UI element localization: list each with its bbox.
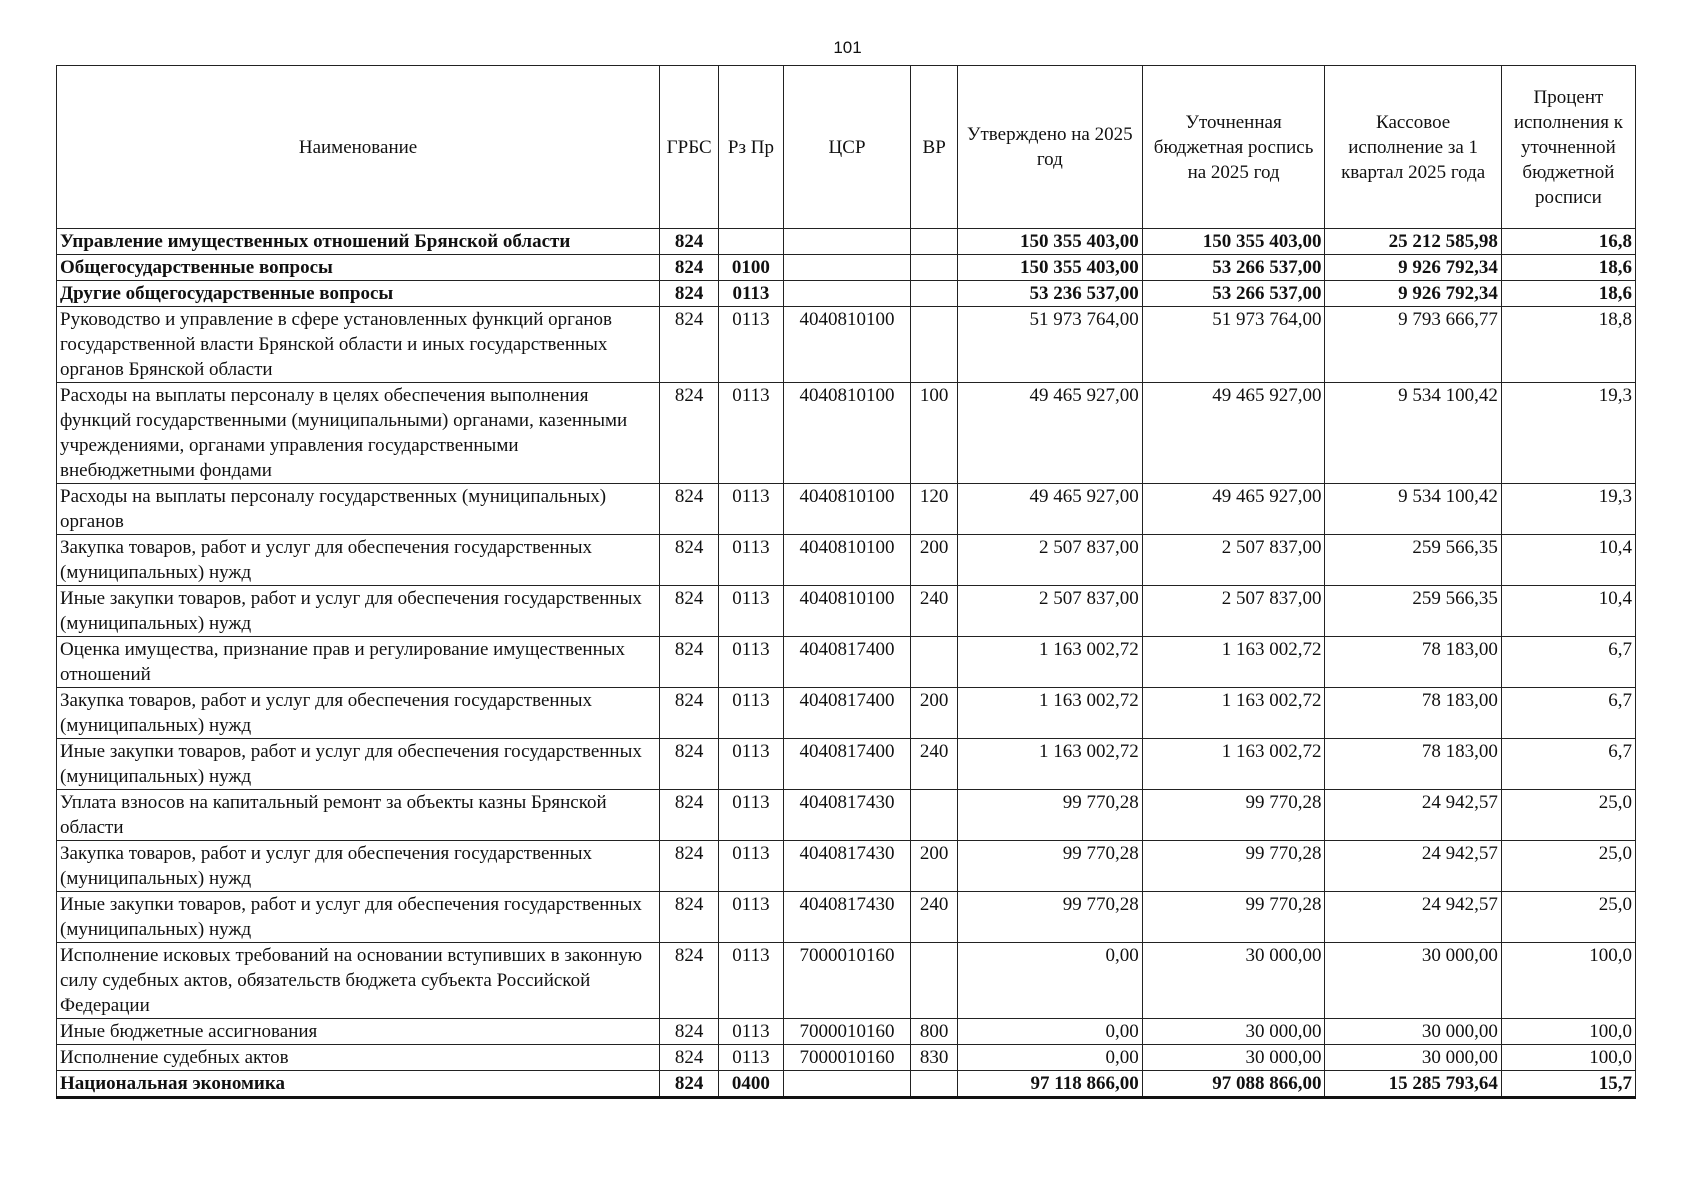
cell-csr: 4040817400 <box>783 688 911 739</box>
table-row <box>57 229 1636 255</box>
header-name: Наименование <box>57 66 660 229</box>
cell-grbs: 824 <box>660 307 719 383</box>
cell-cash: 9 793 666,77 <box>1325 307 1501 383</box>
cell-name: Национальная экономика <box>57 1071 660 1098</box>
cell-name: Руководство и управление в сфере установленных функций органов государственной власти Брянской области и иных государственных органов Брянской области <box>57 307 660 383</box>
table-row <box>57 688 1636 739</box>
header-vr: ВР <box>911 66 957 229</box>
cell-cash: 9 534 100,42 <box>1325 383 1501 484</box>
table-row <box>57 943 1636 1019</box>
header-grbs: ГРБС <box>660 66 719 229</box>
table-body <box>57 229 1636 1098</box>
cell-refined: 53 266 537,00 <box>1142 281 1325 307</box>
cell-approved: 1 163 002,72 <box>957 688 1142 739</box>
cell-name: Закупка товаров, работ и услуг для обеспечения государственных (муниципальных) нужд <box>57 841 660 892</box>
cell-percent: 6,7 <box>1501 739 1635 790</box>
cell-rzpr: 0113 <box>719 688 783 739</box>
cell-vr <box>911 229 957 255</box>
cell-vr: 240 <box>911 739 957 790</box>
cell-name: Исполнение судебных актов <box>57 1045 660 1071</box>
cell-csr: 4040817430 <box>783 841 911 892</box>
cell-cash: 78 183,00 <box>1325 739 1501 790</box>
cell-rzpr: 0100 <box>719 255 783 281</box>
cell-name: Закупка товаров, работ и услуг для обеспечения государственных (муниципальных) нужд <box>57 688 660 739</box>
cell-vr <box>911 1071 957 1098</box>
cell-refined: 99 770,28 <box>1142 841 1325 892</box>
page-number: 101 <box>833 38 862 57</box>
cell-cash: 24 942,57 <box>1325 790 1501 841</box>
cell-vr <box>911 281 957 307</box>
cell-grbs: 824 <box>660 841 719 892</box>
cell-refined: 150 355 403,00 <box>1142 229 1325 255</box>
cell-cash: 30 000,00 <box>1325 1045 1501 1071</box>
cell-name: Управление имущественных отношений Брянской области <box>57 229 660 255</box>
cell-vr: 830 <box>911 1045 957 1071</box>
cell-approved: 2 507 837,00 <box>957 586 1142 637</box>
header-approved: Утверждено на 2025 год <box>957 66 1142 229</box>
cell-csr: 4040817430 <box>783 892 911 943</box>
cell-rzpr: 0113 <box>719 892 783 943</box>
cell-vr: 200 <box>911 841 957 892</box>
cell-approved: 1 163 002,72 <box>957 637 1142 688</box>
cell-cash: 30 000,00 <box>1325 1019 1501 1045</box>
table-row <box>57 383 1636 484</box>
cell-cash: 9 926 792,34 <box>1325 281 1501 307</box>
cell-percent: 18,6 <box>1501 255 1635 281</box>
cell-vr <box>911 637 957 688</box>
cell-approved: 1 163 002,72 <box>957 739 1142 790</box>
cell-cash: 24 942,57 <box>1325 892 1501 943</box>
cell-refined: 99 770,28 <box>1142 892 1325 943</box>
table-row <box>57 841 1636 892</box>
header-rzpr: Рз Пр <box>719 66 783 229</box>
header-csr: ЦСР <box>783 66 911 229</box>
cell-approved: 99 770,28 <box>957 892 1142 943</box>
cell-percent: 15,7 <box>1501 1071 1635 1098</box>
cell-vr <box>911 307 957 383</box>
cell-grbs: 824 <box>660 1045 719 1071</box>
cell-csr: 7000010160 <box>783 943 911 1019</box>
cell-rzpr: 0113 <box>719 484 783 535</box>
cell-refined: 97 088 866,00 <box>1142 1071 1325 1098</box>
cell-percent: 100,0 <box>1501 1019 1635 1045</box>
table-row <box>57 586 1636 637</box>
cell-percent: 19,3 <box>1501 484 1635 535</box>
cell-csr <box>783 229 911 255</box>
cell-grbs: 824 <box>660 790 719 841</box>
table-row <box>57 484 1636 535</box>
cell-name: Иные закупки товаров, работ и услуг для обеспечения государственных (муниципальных) нужд <box>57 892 660 943</box>
cell-grbs: 824 <box>660 1019 719 1045</box>
cell-csr: 4040810100 <box>783 484 911 535</box>
cell-grbs: 824 <box>660 739 719 790</box>
cell-name: Исполнение исковых требований на основании вступивших в законную силу судебных актов, обязательств бюджета субъекта Российской Федерации <box>57 943 660 1019</box>
cell-rzpr: 0113 <box>719 307 783 383</box>
cell-grbs: 824 <box>660 892 719 943</box>
cell-cash: 15 285 793,64 <box>1325 1071 1501 1098</box>
cell-percent: 100,0 <box>1501 943 1635 1019</box>
cell-refined: 2 507 837,00 <box>1142 535 1325 586</box>
cell-cash: 78 183,00 <box>1325 688 1501 739</box>
cell-approved: 49 465 927,00 <box>957 383 1142 484</box>
cell-approved: 2 507 837,00 <box>957 535 1142 586</box>
table-header-row <box>57 66 1636 229</box>
cell-approved: 51 973 764,00 <box>957 307 1142 383</box>
cell-csr: 4040817430 <box>783 790 911 841</box>
cell-name: Уплата взносов на капитальный ремонт за объекты казны Брянской области <box>57 790 660 841</box>
cell-csr: 7000010160 <box>783 1045 911 1071</box>
table-row <box>57 892 1636 943</box>
table-row <box>57 790 1636 841</box>
cell-vr <box>911 255 957 281</box>
cell-csr: 4040817400 <box>783 739 911 790</box>
table-row <box>57 1045 1636 1071</box>
cell-cash: 9 534 100,42 <box>1325 484 1501 535</box>
cell-refined: 49 465 927,00 <box>1142 383 1325 484</box>
cell-refined: 1 163 002,72 <box>1142 637 1325 688</box>
cell-percent: 18,8 <box>1501 307 1635 383</box>
cell-percent: 100,0 <box>1501 1045 1635 1071</box>
cell-percent: 25,0 <box>1501 841 1635 892</box>
cell-vr: 240 <box>911 892 957 943</box>
cell-name: Оценка имущества, признание прав и регулирование имущественных отношений <box>57 637 660 688</box>
cell-cash: 25 212 585,98 <box>1325 229 1501 255</box>
cell-refined: 30 000,00 <box>1142 1019 1325 1045</box>
cell-vr <box>911 790 957 841</box>
cell-vr: 120 <box>911 484 957 535</box>
cell-csr: 7000010160 <box>783 1019 911 1045</box>
cell-rzpr <box>719 229 783 255</box>
cell-vr: 240 <box>911 586 957 637</box>
cell-percent: 6,7 <box>1501 688 1635 739</box>
cell-percent: 6,7 <box>1501 637 1635 688</box>
header-refined: Уточненная бюджетная роспись на 2025 год <box>1142 66 1325 229</box>
cell-grbs: 824 <box>660 281 719 307</box>
cell-csr: 4040810100 <box>783 383 911 484</box>
cell-approved: 0,00 <box>957 943 1142 1019</box>
cell-percent: 10,4 <box>1501 586 1635 637</box>
cell-csr <box>783 255 911 281</box>
cell-approved: 0,00 <box>957 1019 1142 1045</box>
cell-approved: 53 236 537,00 <box>957 281 1142 307</box>
cell-cash: 78 183,00 <box>1325 637 1501 688</box>
cell-csr <box>783 1071 911 1098</box>
cell-refined: 1 163 002,72 <box>1142 688 1325 739</box>
cell-approved: 99 770,28 <box>957 841 1142 892</box>
cell-refined: 49 465 927,00 <box>1142 484 1325 535</box>
cell-percent: 10,4 <box>1501 535 1635 586</box>
cell-approved: 49 465 927,00 <box>957 484 1142 535</box>
cell-rzpr: 0113 <box>719 637 783 688</box>
cell-percent: 25,0 <box>1501 892 1635 943</box>
cell-cash: 24 942,57 <box>1325 841 1501 892</box>
cell-rzpr: 0113 <box>719 841 783 892</box>
cell-grbs: 824 <box>660 229 719 255</box>
cell-vr: 800 <box>911 1019 957 1045</box>
cell-name: Расходы на выплаты персоналу государственных (муниципальных) органов <box>57 484 660 535</box>
cell-csr <box>783 281 911 307</box>
table-row <box>57 535 1636 586</box>
cell-refined: 2 507 837,00 <box>1142 586 1325 637</box>
header-percent: Процент исполнения к уточненной бюджетной росписи <box>1501 66 1635 229</box>
table-row <box>57 637 1636 688</box>
cell-percent: 19,3 <box>1501 383 1635 484</box>
cell-grbs: 824 <box>660 383 719 484</box>
cell-approved: 150 355 403,00 <box>957 255 1142 281</box>
cell-percent: 25,0 <box>1501 790 1635 841</box>
budget-execution-table <box>56 65 1636 1099</box>
cell-refined: 30 000,00 <box>1142 943 1325 1019</box>
cell-grbs: 824 <box>660 1071 719 1098</box>
cell-vr: 200 <box>911 535 957 586</box>
cell-grbs: 824 <box>660 637 719 688</box>
table-row <box>57 739 1636 790</box>
table-row <box>57 1019 1636 1045</box>
cell-cash: 259 566,35 <box>1325 535 1501 586</box>
cell-percent: 16,8 <box>1501 229 1635 255</box>
cell-name: Иные закупки товаров, работ и услуг для обеспечения государственных (муниципальных) нужд <box>57 739 660 790</box>
header-cash: Кассовое исполнение за 1 квартал 2025 года <box>1325 66 1501 229</box>
cell-name: Иные закупки товаров, работ и услуг для обеспечения государственных (муниципальных) нужд <box>57 586 660 637</box>
cell-rzpr: 0113 <box>719 1045 783 1071</box>
cell-percent: 18,6 <box>1501 281 1635 307</box>
cell-name: Другие общегосударственные вопросы <box>57 281 660 307</box>
table-row <box>57 1071 1636 1098</box>
cell-grbs: 824 <box>660 255 719 281</box>
cell-csr: 4040810100 <box>783 535 911 586</box>
cell-rzpr: 0113 <box>719 586 783 637</box>
cell-name: Расходы на выплаты персоналу в целях обеспечения выполнения функций государственными (муниципальными) органами, казенными учреждениями, органами управления государственными внебюджетными фондами <box>57 383 660 484</box>
cell-rzpr: 0113 <box>719 1019 783 1045</box>
cell-grbs: 824 <box>660 535 719 586</box>
cell-vr: 100 <box>911 383 957 484</box>
cell-cash: 9 926 792,34 <box>1325 255 1501 281</box>
cell-cash: 259 566,35 <box>1325 586 1501 637</box>
cell-grbs: 824 <box>660 943 719 1019</box>
cell-refined: 99 770,28 <box>1142 790 1325 841</box>
table-row <box>57 255 1636 281</box>
cell-refined: 51 973 764,00 <box>1142 307 1325 383</box>
cell-csr: 4040810100 <box>783 307 911 383</box>
cell-csr: 4040810100 <box>783 586 911 637</box>
cell-approved: 0,00 <box>957 1045 1142 1071</box>
cell-name: Общегосударственные вопросы <box>57 255 660 281</box>
cell-refined: 1 163 002,72 <box>1142 739 1325 790</box>
cell-rzpr: 0400 <box>719 1071 783 1098</box>
cell-grbs: 824 <box>660 586 719 637</box>
cell-rzpr: 0113 <box>719 281 783 307</box>
cell-rzpr: 0113 <box>719 383 783 484</box>
cell-cash: 30 000,00 <box>1325 943 1501 1019</box>
cell-refined: 30 000,00 <box>1142 1045 1325 1071</box>
cell-grbs: 824 <box>660 688 719 739</box>
cell-rzpr: 0113 <box>719 535 783 586</box>
cell-grbs: 824 <box>660 484 719 535</box>
cell-name: Закупка товаров, работ и услуг для обеспечения государственных (муниципальных) нужд <box>57 535 660 586</box>
cell-rzpr: 0113 <box>719 739 783 790</box>
cell-rzpr: 0113 <box>719 943 783 1019</box>
table-row <box>57 307 1636 383</box>
cell-approved: 97 118 866,00 <box>957 1071 1142 1098</box>
cell-approved: 150 355 403,00 <box>957 229 1142 255</box>
cell-csr: 4040817400 <box>783 637 911 688</box>
cell-rzpr: 0113 <box>719 790 783 841</box>
cell-vr <box>911 943 957 1019</box>
cell-name: Иные бюджетные ассигнования <box>57 1019 660 1045</box>
cell-vr: 200 <box>911 688 957 739</box>
cell-approved: 99 770,28 <box>957 790 1142 841</box>
cell-refined: 53 266 537,00 <box>1142 255 1325 281</box>
table-row <box>57 281 1636 307</box>
